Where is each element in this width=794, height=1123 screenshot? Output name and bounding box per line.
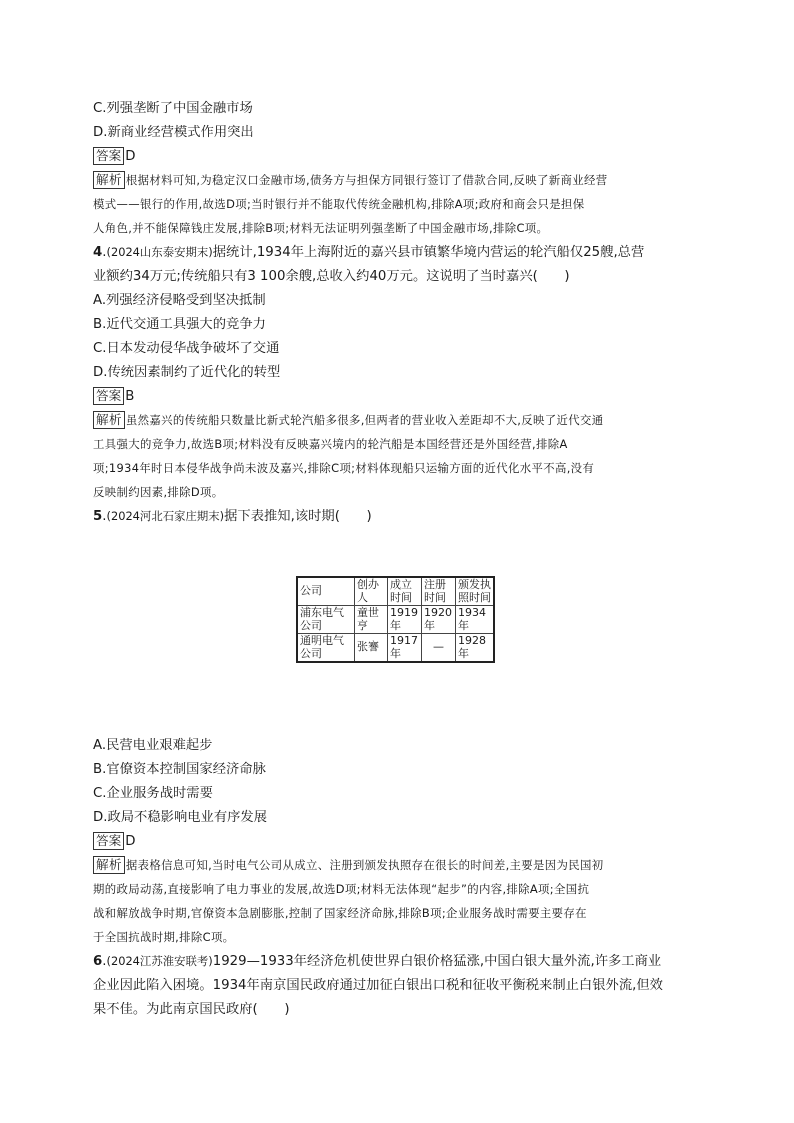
table-header-cell: 颁发执照时间 [456,577,495,606]
table-header-cell: 成立时间 [388,577,422,606]
question-stem: 1929—1933年经济危机使世界白银价格猛涨,中国白银大量外流,许多工商业 [212,954,662,969]
analysis-tag: 解析 [93,171,125,189]
table-cell: 童世亨 [355,606,388,634]
q4-analysis-line [93,411,713,430]
answer-value: D [125,834,136,849]
q3-analysis-line [93,171,713,190]
q6-stem: 6.(2024江苏淮安联考)1929—1933年经济危机使世界白银价格猛涨,中国白银大量外流,许多工商业 [93,954,662,969]
table-cell: 1917年 [388,634,422,663]
question-number: 4 [93,245,103,260]
analysis-tag: 解析 [93,411,125,429]
analysis-text: 据表格信息可知,当时电气公司从成立、注册到颁发执照存在很长的时间差,主要是因为民国初 [125,858,604,872]
q3-analysis-line: 人角色,并不能保障钱庄发展,排除B项;材料无法证明列强垄断了中国金融市场,排除C项。 [93,221,549,235]
table-cell: 1920年 [422,606,456,634]
table-header-cell: 创办人 [355,577,388,606]
table-cell: 张謇 [355,634,388,663]
q5-option-d: D.政局不稳影响电业有序发展 [93,810,268,825]
q4-answer [93,387,713,406]
q5-analysis-line: 于全国抗战时期,排除C项。 [93,930,235,944]
q5-stem: 5.(2024河北石家庄期末)据下表推知,该时期( ) [93,509,372,524]
q4-stem: 4.(2024山东泰安期末)据统计,1934年上海附近的嘉兴县市镇繁华境内营运的轮汽船仅25艘,总营 [93,245,645,260]
q3-answer [93,147,713,166]
q5-analysis-line: 战和解放战争时期,官僚资本急剧膨胀,控制了国家经济命脉,排除B项;企业服务战时需要主要存在 [93,906,587,920]
table-cell: 1928年 [456,634,495,663]
q6-stem-cont: 果不佳。为此南京国民政府( ) [93,1002,290,1017]
q5-answer [93,832,713,851]
question-source: (2024山东泰安期末) [106,245,213,259]
table-row [297,634,494,663]
q4-analysis-line: 项;1934年时日本侵华战争尚未波及嘉兴,排除C项;材料体现船只运输方面的近代化水平不高,没有 [93,461,595,475]
answer-value: D [125,149,136,164]
q5-option-c: C.企业服务战时需要 [93,786,213,801]
question-number: 5 [93,509,103,524]
q4-option-b: B.近代交通工具强大的竞争力 [93,317,266,332]
q5-option-a: A.民营电业艰难起步 [93,738,213,753]
answer-value: B [125,389,135,404]
question-stem: 据统计,1934年上海附近的嘉兴县市镇繁华境内营运的轮汽船仅25艘,总营 [212,245,645,260]
table-cell: — [422,634,456,663]
question-stem: 据下表推知,该时期( ) [224,509,372,524]
analysis-tag: 解析 [93,856,125,874]
table-cell: 1919年 [388,606,422,634]
q5-analysis-line: 期的政局动荡,直接影响了电力事业的发展,故选D项;材料无法体现“起步”的内容,排除A项;全国抗 [93,882,590,896]
q6-stem-cont: 企业因此陷入困境。1934年南京国民政府通过加征白银出口税和征收平衡税来制止白银外流,但效 [93,978,663,993]
electric-company-table [296,576,495,663]
q3-option-c: C.列强垄断了中国金融市场 [93,101,253,116]
question-number: 6 [93,954,103,969]
answer-tag: 答案 [93,832,124,850]
question-source: (2024江苏淮安联考) [106,954,213,968]
table-header-cell: 注册时间 [422,577,456,606]
answer-tag: 答案 [93,147,124,165]
q4-analysis-line: 反映制约因素,排除D项。 [93,485,224,499]
table-header-cell: 公司 [297,577,355,606]
q4-stem-cont: 业额约34万元;传统船只有3 100余艘,总收入约40万元。这说明了当时嘉兴( ) [93,269,570,284]
q3-analysis-line: 模式——银行的作用,故选D项;当时银行并不能取代传统金融机构,排除A项;政府和商会只是担保 [93,197,585,211]
analysis-text: 根据材料可知,为稳定汉口金融市场,债务方与担保方同银行签订了借款合同,反映了新商业经营 [125,173,608,187]
analysis-text: 虽然嘉兴的传统船只数量比新式轮汽船多很多,但两者的营业收入差距却不大,反映了近代交通 [125,413,604,427]
q4-analysis-line: 工具强大的竞争力,故选B项;材料没有反映嘉兴境内的轮汽船是本国经营还是外国经营,排除A [93,437,568,451]
answer-tag: 答案 [93,387,124,405]
q5-analysis-line [93,856,713,875]
table-cell: 1934年 [456,606,495,634]
q3-option-d: D.新商业经营模式作用突出 [93,125,254,140]
q4-option-c: C.日本发动侵华战争破坏了交通 [93,341,280,356]
table-row [297,606,494,634]
q4-option-a: A.列强经济侵略受到坚决抵制 [93,293,266,308]
question-source: (2024河北石家庄期末) [106,509,225,523]
table-cell: 浦东电气公司 [297,606,355,634]
table-header-row [297,577,494,606]
table-cell: 通明电气公司 [297,634,355,663]
q5-option-b: B.官僚资本控制国家经济命脉 [93,762,266,777]
q4-option-d: D.传统因素制约了近代化的转型 [93,365,281,380]
